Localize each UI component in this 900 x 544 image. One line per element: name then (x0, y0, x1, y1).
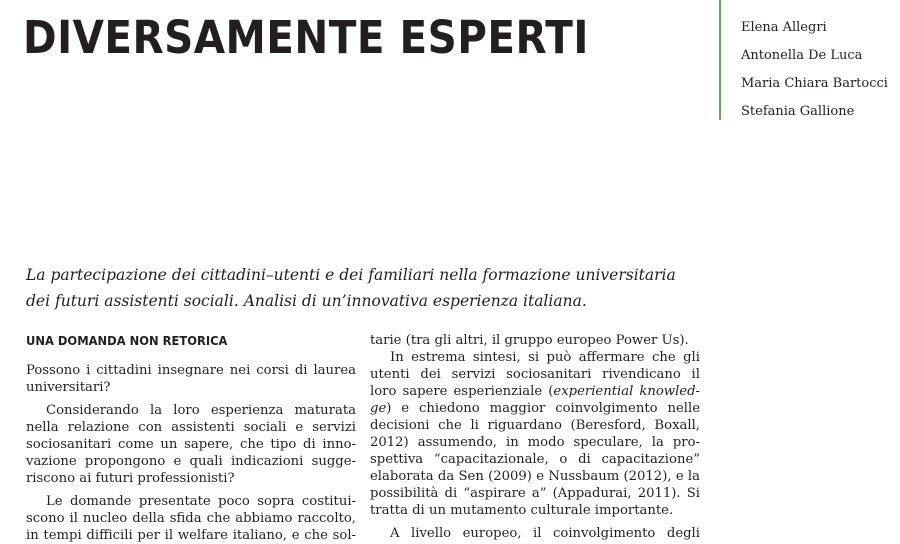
text-line: vazione propongono e quali indicazioni sugge- (26, 454, 356, 469)
author-list (741, 14, 888, 126)
article-subtitle (26, 262, 716, 314)
text-line: tratta di un mutamento culturale importante. (370, 503, 674, 518)
author-name: Stefania Gallione (741, 104, 855, 119)
left-column (26, 332, 356, 544)
text-line: riscono ai futuri professionisti? (26, 471, 235, 486)
paragraph (370, 525, 700, 542)
text-line: possibilità di “aspirare a” (Appadurai, 2011). Si (370, 486, 700, 501)
subtitle-line: dei futuri assistenti sociali. Analisi di un’innovativa esperienza italiana. (26, 292, 587, 310)
text-line: Le domande presentate poco sopra costitui- (46, 494, 356, 509)
text-line: Possono i cittadini insegnare nei corsi di laurea (26, 363, 356, 378)
paragraph (26, 493, 356, 544)
text-line: scono il nucleo della sfida che abbiamo raccolto, (26, 511, 356, 526)
authors-divider (719, 0, 721, 120)
text-line: nella relazione con assistenti sociali e servizi (26, 420, 356, 435)
text-line: sociosanitari come un sapere, che tipo di inno- (26, 437, 356, 452)
text-run: ) e chiedono maggior coinvolgimento nelle (386, 401, 700, 416)
author-name: Maria Chiara Bartocci (741, 76, 888, 91)
author-name: Antonella De Luca (741, 48, 863, 63)
subtitle-line: La partecipazione dei cittadini–utenti e dei familiari nella formazione universitaria (26, 266, 676, 284)
paragraph (26, 362, 356, 396)
text-line: Considerando la loro esperienza maturata (46, 403, 356, 418)
text-run: loro sapere esperienziale ( (370, 384, 554, 399)
author-name: Elena Allegri (741, 20, 827, 35)
italic-term: ge (370, 401, 387, 416)
text-line: In estrema sintesi, si può affermare che gli (390, 350, 700, 365)
text-line: tarie (tra gli altri, il gruppo europeo Power Us). (370, 333, 689, 348)
text-line: spettiva “capacitazionale, o di capacitazione” (370, 452, 700, 467)
paragraph (370, 349, 700, 519)
text-line (370, 400, 700, 417)
text-line: elaborata da Sen (2009) e Nussbaum (2012), e la (370, 469, 700, 484)
right-column (370, 332, 700, 542)
text-line: universitari? (26, 380, 111, 395)
text-line: utenti dei servizi sociosanitari rivendicano il (370, 367, 700, 382)
text-line: in tempi difficili per il welfare italiano, e che sol- (26, 528, 356, 543)
text-line: 2012) assumendo, in modo speculare, la pro- (370, 435, 700, 450)
article-title: DIVERSAMENTE ESPERTI (23, 11, 589, 64)
paragraph (26, 402, 356, 487)
section-heading: UNA DOMANDA NON RETORICA (26, 333, 228, 348)
text-line (370, 383, 700, 400)
text-line: decisioni che li riguardano (Beresford, Boxall, (370, 418, 700, 433)
italic-term: experiential knowled- (553, 384, 701, 399)
text-line: A livello europeo, il coinvolgimento degli (390, 526, 700, 541)
